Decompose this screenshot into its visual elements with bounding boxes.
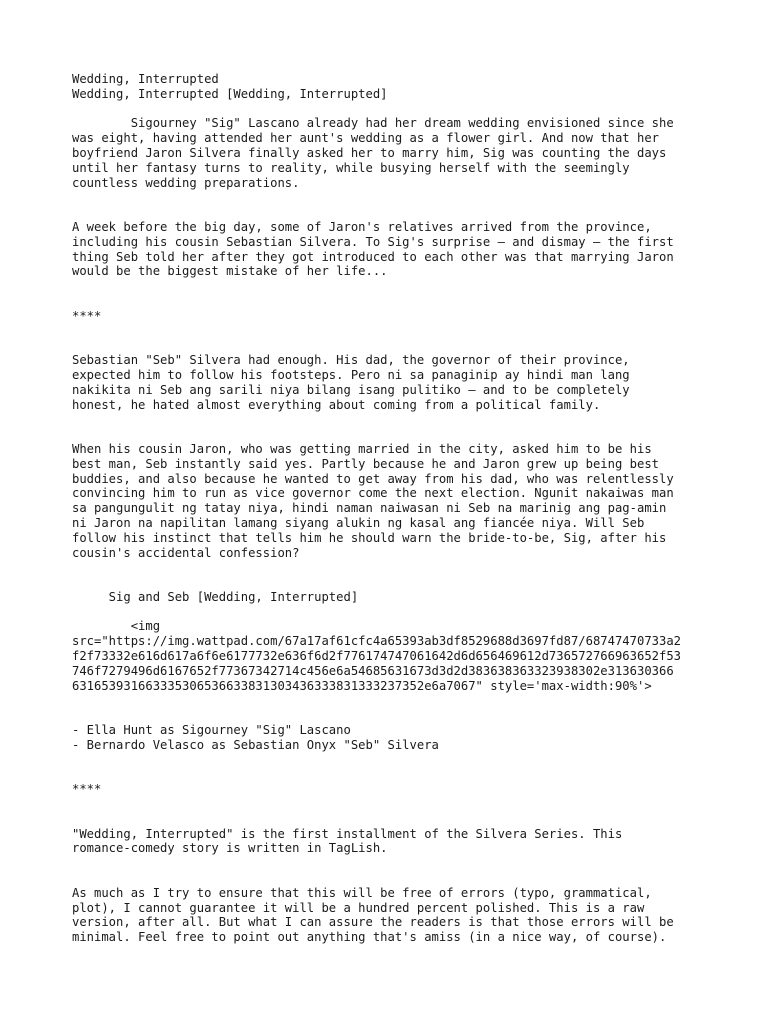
text-line: would be the biggest mistake of her life...	[72, 264, 388, 279]
document-title-line: Wedding, Interrupted [Wedding, Interrupted]	[72, 86, 388, 101]
blank-line	[72, 102, 712, 117]
text-line: version, after all. But what I can assure the readers is that those errors will be	[72, 915, 674, 930]
text-line: boyfriend Jaron Silvera finally asked her to marry him, Sig was counting the days	[72, 145, 667, 160]
blank-line	[72, 338, 712, 353]
blank-line	[72, 708, 712, 723]
blank-line	[72, 294, 712, 309]
text-line: 631653931663335306536633831303436333831333237352e6a7067" style='max-width:90%'>	[72, 678, 652, 693]
text-line: "Wedding, Interrupted" is the first installment of the Silvera Series. This	[72, 826, 623, 841]
blank-line	[72, 412, 712, 427]
blank-line	[72, 427, 712, 442]
text-line: honest, he hated almost everything about coming from a political family.	[72, 397, 601, 412]
text-line: A week before the big day, some of Jaron's relatives arrived from the province,	[72, 219, 652, 234]
blank-line	[72, 279, 712, 294]
text-line: sa pangungulit ng tatay niya, hindi naman naiwasan ni Seb na marinig ang pag-amin	[72, 501, 667, 516]
text-line: <img	[72, 619, 161, 634]
text-line: - Ella Hunt as Sigourney "Sig" Lascano	[72, 723, 351, 738]
blank-line	[72, 575, 712, 590]
blank-line	[72, 797, 712, 812]
text-line: minimal. Feel free to point out anything that's amiss (in a nice way, of course).	[72, 930, 667, 945]
text-line: nakikita ni Seb ang sarili niya bilang isang pulitiko – and to be completely	[72, 382, 630, 397]
blank-line	[72, 812, 712, 827]
text-line: Sigourney "Sig" Lascano already had her dream wedding envisioned since she	[72, 116, 674, 131]
text-line: ****	[72, 782, 102, 797]
text-line: When his cousin Jaron, who was getting married in the city, asked him to be his	[72, 441, 652, 456]
blank-line	[72, 693, 712, 708]
text-line: 746f7279496d6167652f77367342714c456e6a54685631673d3d2d383638363323938302e313630366	[72, 663, 674, 678]
text-line: convincing him to run as vice governor come the next election. Ngunit nakaiwas man	[72, 486, 674, 501]
text-line: best man, Seb instantly said yes. Partly because he and Jaron grew up being best	[72, 456, 659, 471]
blank-line	[72, 871, 712, 886]
blank-line	[72, 190, 712, 205]
blank-line	[72, 560, 712, 575]
text-line: including his cousin Sebastian Silvera. To Sig's surprise – and dismay – the first	[72, 234, 674, 249]
text-line: buddies, and also because he wanted to get away from his dad, who was relentlessly	[72, 471, 674, 486]
text-line: As much as I try to ensure that this will be free of errors (typo, grammatical,	[72, 885, 652, 900]
text-line: expected him to follow his footsteps. Pero ni sa panaginip ay hindi man lang	[72, 367, 630, 382]
text-line: was eight, having attended her aunt's wedding as a flower girl. And now that her	[72, 131, 659, 146]
document-page	[72, 72, 712, 945]
text-line: Sig and Seb [Wedding, Interrupted]	[72, 589, 359, 604]
text-line: plot), I cannot guarantee it will be a hundred percent polished. This is a raw	[72, 900, 645, 915]
text-line: ****	[72, 308, 102, 323]
text-line: src="https://img.wattpad.com/67a17af61cfc4a65393ab3df8529688d3697fd87/68747470733a2	[72, 634, 682, 649]
blank-line	[72, 856, 712, 871]
blank-line	[72, 767, 712, 782]
text-line: - Bernardo Velasco as Sebastian Onyx "Seb" Silvera	[72, 737, 439, 752]
blank-line	[72, 324, 712, 339]
blank-line	[72, 753, 712, 768]
document-title-line: Wedding, Interrupted	[72, 72, 219, 86]
text-line: thing Seb told her after they got introduced to each other was that marrying Jaron	[72, 249, 674, 264]
text-line: f2f73332e616d617a6f6e6177732e636f6d2f776174747061642d6d656469612d736572766963652f53	[72, 649, 682, 664]
text-line: follow his instinct that tells him he should warn the bride-to-be, Sig, after his	[72, 530, 667, 545]
text-line: cousin's accidental confession?	[72, 545, 300, 560]
text-line: ni Jaron na napilitan lamang siyang alukin ng kasal ang fiancée niya. Will Seb	[72, 515, 645, 530]
text-line: until her fantasy turns to reality, while busying herself with the seemingly	[72, 160, 630, 175]
text-line: romance-comedy story is written in TagLish.	[72, 841, 388, 856]
blank-line	[72, 205, 712, 220]
text-line: Sebastian "Seb" Silvera had enough. His dad, the governor of their province,	[72, 353, 630, 368]
blank-line	[72, 605, 712, 620]
text-line: countless wedding preparations.	[72, 175, 300, 190]
